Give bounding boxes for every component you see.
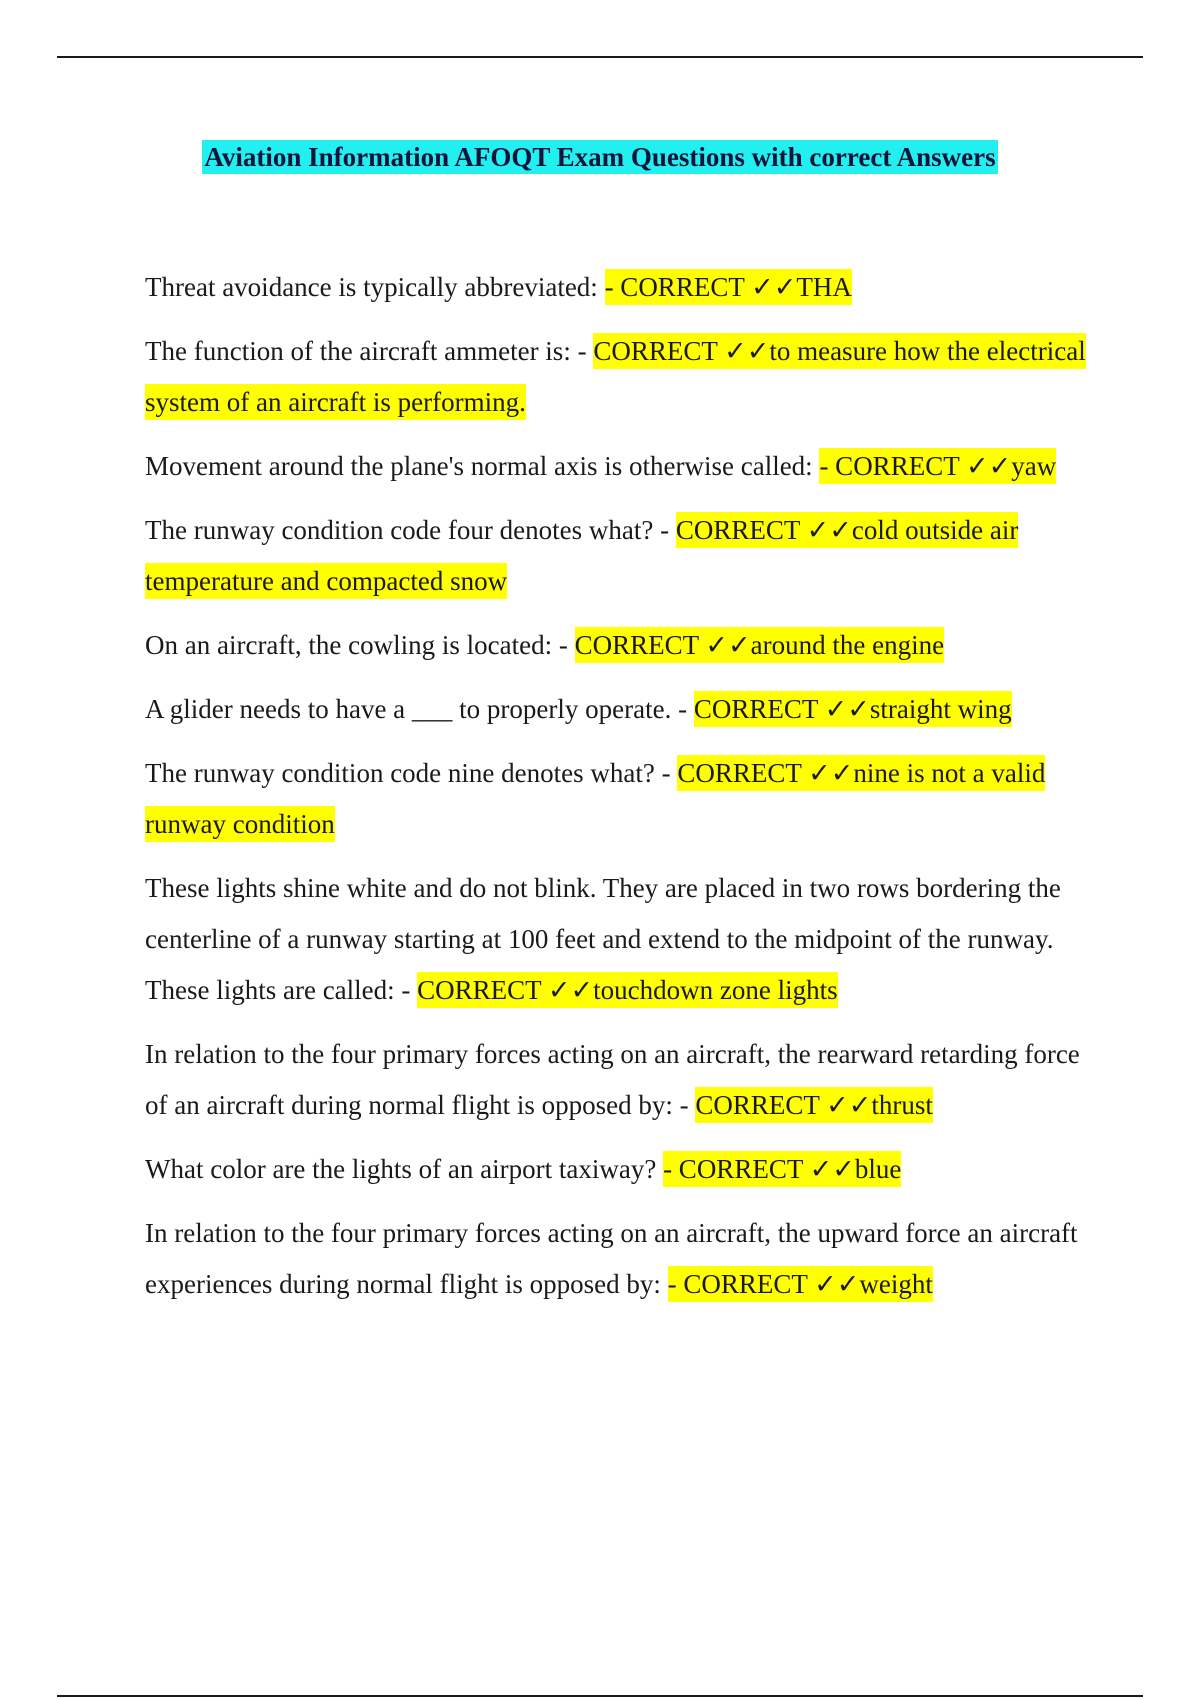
- qa-item: [145, 620, 1095, 671]
- answer-text: - CORRECT ✓✓yaw: [819, 448, 1056, 484]
- question-text: On an aircraft, the cowling is located: -: [145, 630, 575, 660]
- question-text: In relation to the four primary forces acting on an aircraft, the upward force an aircraft experiences during normal flight is opposed by:: [145, 1218, 1078, 1299]
- answer-text: CORRECT ✓✓thrust: [695, 1087, 933, 1123]
- answer-text: CORRECT ✓✓cold outside air temperature and compacted snow: [145, 512, 1018, 599]
- qa-item: [145, 863, 1095, 1016]
- top-rule: [57, 56, 1143, 58]
- qa-item: [145, 1144, 1095, 1195]
- answer-text: CORRECT ✓✓around the engine: [575, 627, 944, 663]
- question-text: What color are the lights of an airport taxiway?: [145, 1154, 664, 1184]
- qa-item: [145, 748, 1095, 850]
- question-text: The runway condition code nine denotes what? -: [145, 758, 678, 788]
- title-container: [0, 142, 1200, 173]
- answer-text: - CORRECT ✓✓blue: [663, 1151, 901, 1187]
- answer-text: CORRECT ✓✓touchdown zone lights: [417, 972, 838, 1008]
- answer-text: - CORRECT ✓✓weight: [668, 1266, 933, 1302]
- question-text: Threat avoidance is typically abbreviated:: [145, 272, 605, 302]
- answer-text: CORRECT ✓✓to measure how the electrical system of an aircraft is performing.: [145, 333, 1086, 420]
- answer-text: - CORRECT ✓✓THA: [605, 269, 852, 305]
- qa-item: [145, 1208, 1095, 1310]
- qa-item: [145, 505, 1095, 607]
- answer-text: CORRECT ✓✓straight wing: [694, 691, 1012, 727]
- question-text: The runway condition code four denotes what? -: [145, 515, 676, 545]
- question-text: The function of the aircraft ammeter is: -: [145, 336, 594, 366]
- bottom-rule: [57, 1695, 1143, 1697]
- qa-item: [145, 1029, 1095, 1131]
- question-text: A glider needs to have a ___ to properly operate. -: [145, 694, 694, 724]
- qa-item: [145, 326, 1095, 428]
- qa-item: [145, 441, 1095, 492]
- answer-text: CORRECT ✓✓nine is not a valid runway condition: [145, 755, 1045, 842]
- question-text: These lights shine white and do not blink. They are placed in two rows bordering the centerline of a runway starting at 100 feet and extend to the midpoint of the runway. These lights are called: -: [145, 873, 1061, 1005]
- qa-list: [145, 262, 1095, 1323]
- qa-item: [145, 262, 1095, 313]
- qa-item: [145, 684, 1095, 735]
- question-text: Movement around the plane's normal axis is otherwise called:: [145, 451, 820, 481]
- question-text: In relation to the four primary forces acting on an aircraft, the rearward retarding force of an aircraft during normal flight is opposed by: -: [145, 1039, 1080, 1120]
- document-title: Aviation Information AFOQT Exam Questions with correct Answers: [204, 142, 996, 172]
